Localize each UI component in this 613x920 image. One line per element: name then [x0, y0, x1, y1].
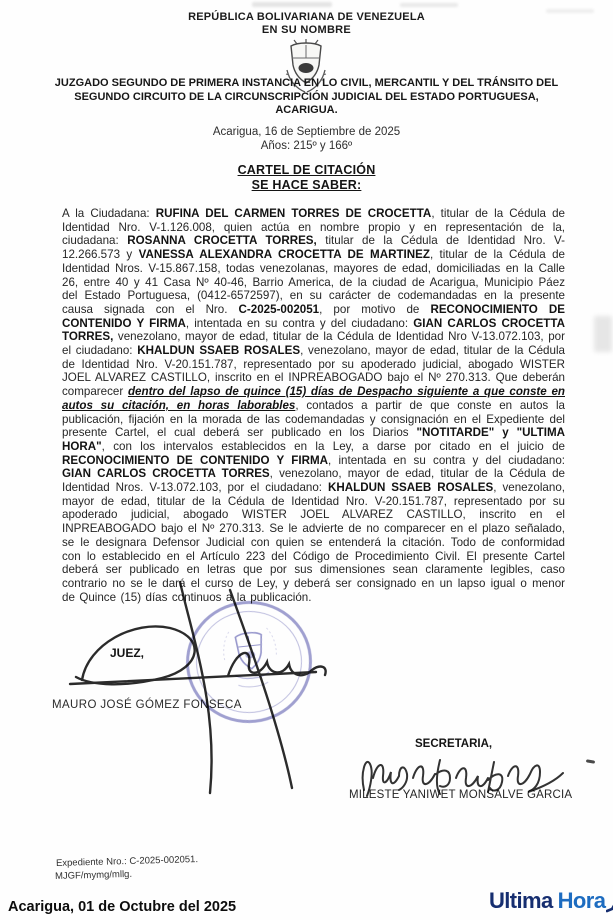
pen-mark: [586, 759, 595, 764]
secretary-signature: [358, 746, 573, 798]
judge-name: MAURO JOSÉ GÓMEZ FONSECA: [52, 699, 242, 711]
runner-icon: [606, 883, 613, 914]
in-its-name-heading: EN SU NOMBRE: [261, 24, 352, 36]
court-name: JUZGADO SEGUNDO DE PRIMERA INSTANCIA EN LO CIVIL, MERCANTIL Y DEL TRÁNSITO DEL SEGUNDO CIRCUITO DE LA CIRCUNSCRIPCIÓN JUDICIAL DEL ESTADO PORTUGUESA, ACARIGUA.: [54, 77, 559, 116]
logo-word-ultima: Ultima: [489, 888, 553, 913]
document-city-date: Acarigua, 16 de Septiembre de 2025: [212, 126, 401, 138]
anniversary-years: Años: 215º y 166º: [260, 140, 353, 152]
judge-label: JUEZ,: [110, 646, 145, 660]
body-paragraph: A la Ciudadana: RUFINA DEL CARMEN TORRES DE CROCETTA, titular de la Cédula de Identidad Nro. V-1.126.008, quien actúa en nombre propio y en representación de la, ciudadana: ROSANNA CROCETTA TORRES, titular de la Cédula de Identidad Nro. V-12.266.573 y VANESSA ALEXANDRA CROCETTA DE MARTINEZ, titular de la Cédula de Identidad Nros. V-15.867.158, todas venezolanas, mayores de edad, domiciliadas en la Calle 26, entre 40 y 41 Casa Nº 40-46, Barrio America, de la ciudad de Acarigua, Municipio Páez del Estado Portuguesa, (0412-6572597), en su carácter de codemandadas en la presente causa signada con el Nro. C-2025-002051, por motivo de RECONOCIMIENTO DE CONTENIDO Y FIRMA, intentada en su contra y del ciudadano: GIAN CARLOS CROCETTA TORRES, venezolano, mayor de edad, titular de la Cédula de Identidad Nro V-13.072.103, por el ciudadano: KHALDUN SSAEB ROSALES, venezolano, mayor de edad, titular de la Cédula de Identidad Nro. V-20.151.787, representado por su apoderado judicial, abogado WISTER JOEL ALVAREZ CASTILLO, inscrito en el INPREABOGADO bajo el Nº 270.313. Que deberán comparecer dentro del lapso de quince (15) días de Despacho siguiente a que conste en autos su citación, en horas laborables, contados a partir de que conste en autos la publicación, fijación en la morada de las codemandadas y consignación en el Expediente del presente Cartel, el cual deberá ser publicado en los Diarios "NOTITARDE" y "ULTIMA HORA", con los intervalos establecidos en la Ley, a darse por citado en el juicio de RECONOCIMIENTO DE CONTENIDO Y FIRMA, intentada en su contra y del ciudadano: GIAN CARLOS CROCETTA TORRES, venezolano, mayor de edad, titular de la Cédula de Identidad Nros. V-13.072.103, por el ciudadano: KHALDUN SSAEB ROSALES, venezolano, mayor de edad, titular de la Cédula de Identidad Nro. V-20.151.787, representado por su apoderado judicial, abogado WISTER JOEL ALVAREZ CASTILLO, inscrito en el INPREABOGADO bajo el Nº 270.313. Se le advierte de no comparecer en el plazo señalado, se le designara Defensor Judicial con quien se entenderá la citación. Todo de conformidad con lo establecido en el Artículo 223 del Código de Procedimiento Civil. El presente Cartel deberá ser publicado en letras que por sus dimensiones sean claramente legibles, caso contrario no se le dará el curso de Ley, y deberá ser consignado en un lapso igual o menor de Quince (15) días continuos a la publicación.: [62, 207, 566, 604]
se-hace-saber-heading: SE HACE SABER:: [251, 178, 362, 192]
clerk-initials: MJGF/mymg/mllg.: [54, 868, 133, 882]
scan-artifact: [400, 3, 458, 7]
secretary-name: MILESTE YANIWET MONSALVE GARCIA: [349, 789, 573, 801]
ultima-hora-logo: [489, 883, 613, 914]
scan-artifact: [252, 2, 332, 7]
cartel-title: CARTEL DE CITACIÓN: [237, 163, 376, 177]
republic-heading: REPÚBLICA BOLIVARIANA DE VENEZUELA: [188, 11, 425, 23]
publication-date: Acarigua, 01 de Octubre del 2025: [8, 899, 237, 915]
logo-word-hora: Hora: [557, 888, 606, 913]
scan-artifact: [594, 316, 612, 352]
case-number: Expediente Nro.: C-2025-002051.: [55, 854, 199, 869]
secretary-label: SECRETARIA,: [415, 738, 493, 750]
judge-signature: [68, 580, 408, 795]
